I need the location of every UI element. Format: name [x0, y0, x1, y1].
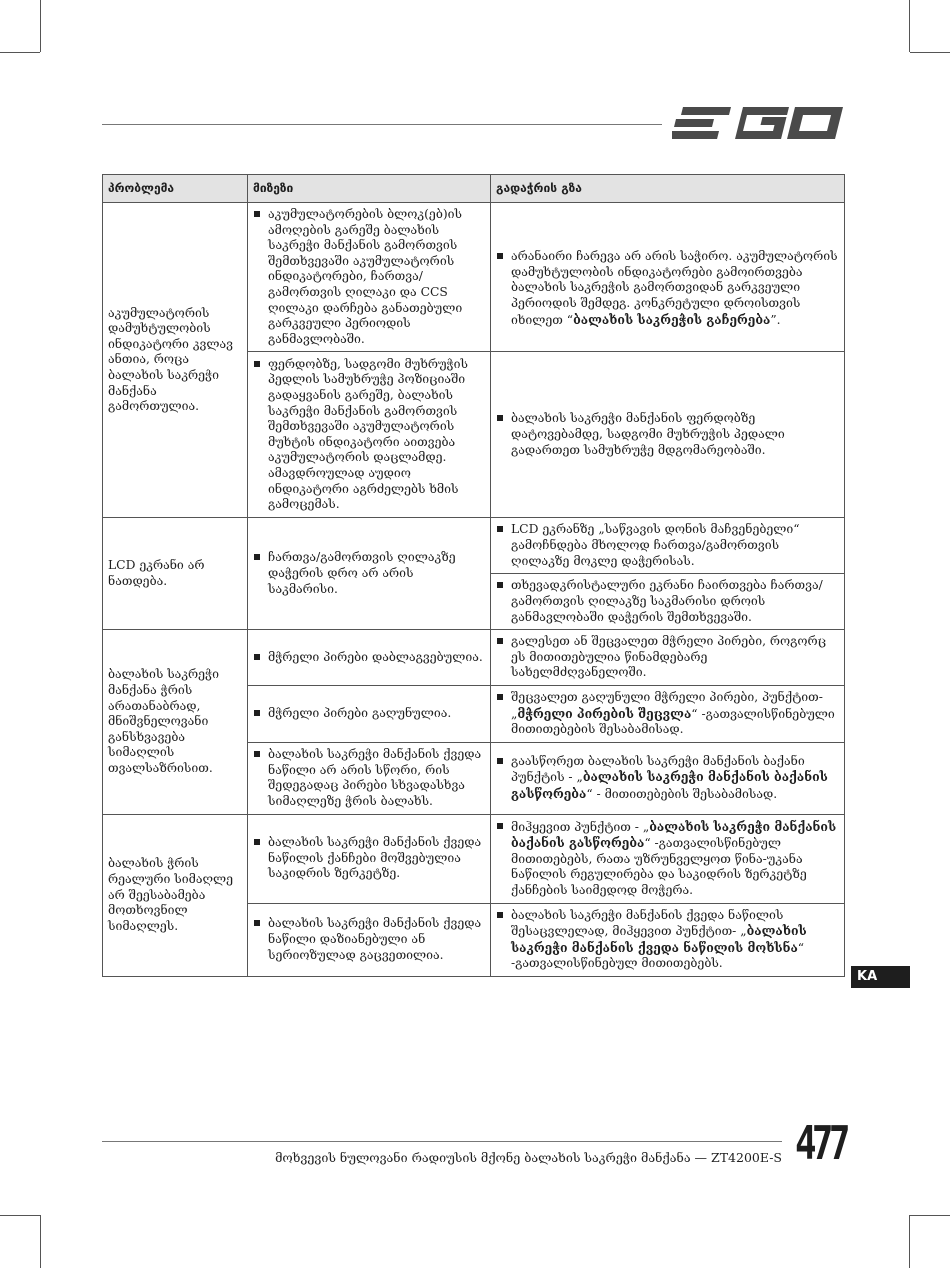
- solution-cell: [491, 518, 845, 574]
- cause-text: მჭრელი პირები გაღუნულია.: [253, 706, 485, 722]
- header-rule: [102, 124, 662, 125]
- problem-cell: ბალახის საკრეჭი მანქანა ჭრის არათანაბრად, მნიშვნელოვანი განსხვავება სიმაღლის თვალსაზრისით.: [103, 630, 248, 815]
- cause-cell: [248, 903, 491, 976]
- cause-cell: [248, 742, 491, 814]
- troubleshooting-table: [102, 174, 845, 977]
- header-cause: მიზეზი: [248, 175, 491, 203]
- cause-text: მჭრელი პირები დაბლაგვებულია.: [253, 650, 485, 666]
- crop-mark: [910, 1215, 950, 1216]
- solution-cell: [491, 203, 845, 352]
- solution-text: ბალახის საკრეჭი მანქანის ფერდობზე დატოვებამდე, სადგომი მუხრუჭის პედალი გადართეთ სამუხრუჭე მდგომარეობაში.: [496, 411, 839, 458]
- cause-cell: [248, 203, 491, 352]
- crop-mark: [909, 0, 910, 52]
- solution-cell: [491, 352, 845, 518]
- cause-cell: [248, 685, 491, 742]
- solution-cell: [491, 903, 845, 976]
- table-row: [103, 203, 845, 352]
- cause-text: ბალახის საკრეჭი მანქანის ქვედა ნაწილი არ არის სწორი, რის შედეგადაც პირები სხვადასხვა სიმაღლეზე ჭრის ბალახს.: [253, 747, 485, 809]
- solution-text: ბალახის საკრეჭი მანქანის ქვედა ნაწილის შესაცვლელად, მიჰყევით პუნქტით- „ბალახის საკრეჭი მანქანის ქვედა ნაწილის მოხსნა“ -გათვალისწინებულ მითითებებს.: [496, 908, 839, 972]
- crop-mark: [909, 1215, 910, 1268]
- cause-cell: [248, 630, 491, 686]
- table-header-row: [103, 175, 845, 203]
- cause-text: ბალახის საკრეჭი მანქანის ქვედა ნაწილი დაზიანებული ან სერიოზულად გაცვეთილია.: [253, 916, 485, 963]
- solution-text: გალესეთ ან შეცვალეთ მჭრელი პირები, როგორც ეს მითითებულია წინამდებარე სახელმძღვანელოში.: [496, 634, 839, 681]
- language-tab: KA: [851, 966, 910, 988]
- solution-text: თხევადკრისტალური ეკრანი ჩაირთვება ჩართვა/გამორთვის ღილაკზე საკმარისი დროის განმავლობაში დაჭერის შემთხვევაში.: [496, 578, 839, 625]
- problem-cell: LCD ეკრანი არ ნათდება.: [103, 518, 248, 630]
- ego-brand-logo: [672, 103, 844, 143]
- solution-text: გაასწორეთ ბალახის საკრეჭი მანქანის ბაქანი პუნქტის - „ბალახის საკრეჭი მანქანის ბაქანის გასწორება“ - მითითებების შესაბამისად.: [496, 754, 839, 803]
- page-number: 477: [795, 1116, 846, 1170]
- solution-text: არანაირი ჩარევა არ არის საჭირო. აკუმულატორის დამუხტულობის ინდიკატორები გამოირთვება ბალახის საკრეჭის გამორთვიდან გარკვეული პერიოდის შემდეგ. კონკრეტული დროისთვის იხილეთ “ბალახის საკრეჭის გაჩერება”.: [496, 249, 839, 328]
- solution-text: LCD ეკრანზე „საწვავის დონის მაჩვენებელი“ გამოჩნდება მხოლოდ ჩართვა/გამორთვის ღილაკზე მოკლე დაჭერისას.: [496, 522, 839, 569]
- footer-rule: [102, 1141, 782, 1142]
- solution-cell: [491, 685, 845, 742]
- solution-cell: [491, 630, 845, 686]
- cause-text: ბალახის საკრეჭი მანქანის ქვედა ნაწილის ქანჩები მოშვებულია საკიდრის ზერკეტზე.: [253, 835, 485, 882]
- solution-cell: [491, 742, 845, 814]
- table-row: [103, 518, 845, 574]
- solution-text: მიჰყევით პუნქტით - „ბალახის საკრეჭი მანქანის ბაქანის გასწორება“ -გათვალისწინებულ მითითებებს, რათა უზრუნველყოთ წინა-უკანა ნაწილის რეგულირება და საკიდრის ზერკეტზე ქანჩების საიმედოდ მოჭერა.: [496, 819, 839, 899]
- problem-cell: ბალახის ჭრის რეალური სიმაღლე არ შეესაბამება მოთხოვნილ სიმაღლეს.: [103, 814, 248, 976]
- table-row: [103, 630, 845, 686]
- cause-text: ჩართვა/გამორთვის ღილაკზე დაჭერის დრო არ არის საკმარისი.: [253, 550, 485, 597]
- crop-mark: [40, 1215, 41, 1268]
- crop-mark: [910, 52, 950, 53]
- cause-cell: [248, 352, 491, 518]
- problem-cell: აკუმულატორის დამუხტულობის ინდიკატორი კვლავ ანთია, როცა ბალახის საკრეჭი მანქანა გამორთულია.: [103, 203, 248, 518]
- header-solution: გადაჭრის გზა: [491, 175, 845, 203]
- solution-text: შეცვალეთ გაღუნული მჭრელი პირები, პუნქტით- „მჭრელი პირების შეცვლა“ -გათვალისწინებული მითითებების შესაბამისად.: [496, 690, 839, 738]
- crop-mark: [0, 1215, 40, 1216]
- solution-cell: [491, 574, 845, 630]
- cause-text: აკუმულატორების ბლოკ(ებ)ის ამოღების გარეშე ბალახის საკრეჭი მანქანის გამორთვის შემთხვევაში აკუმულატორის ინდიკატორები, ჩართვა/გამორთვის ღილაკი და CCS ღილაკი დარჩება განათებული გარკვეული პერიოდის განმავლობაში.: [253, 207, 485, 347]
- header-problem: პრობლემა: [103, 175, 248, 203]
- cause-cell: [248, 814, 491, 903]
- cause-text: ფერდობზე, სადგომი მუხრუჭის პედლის სამუხრუჭე პოზიციაში გადაყვანის გარეშე, ბალახის საკრეჭი მანქანის გამორთვის შემთხვევაში აკუმულატორის მუხტის ინდიკატორი აითვება აკუმულატორის დაცლამდე. ამავდროულად აუდიო ინდიკატორი აგრძელებს ხმის გამოცემას.: [253, 357, 485, 513]
- cause-cell: [248, 518, 491, 630]
- crop-mark: [40, 0, 41, 52]
- footer-title: მოხვევის ნულოვანი რადიუსის მქონე ბალახის საკრეჭი მანქანა — ZT4200E-S: [275, 1150, 782, 1165]
- solution-cell: [491, 814, 845, 903]
- table-row: [103, 814, 845, 903]
- crop-mark: [0, 52, 40, 53]
